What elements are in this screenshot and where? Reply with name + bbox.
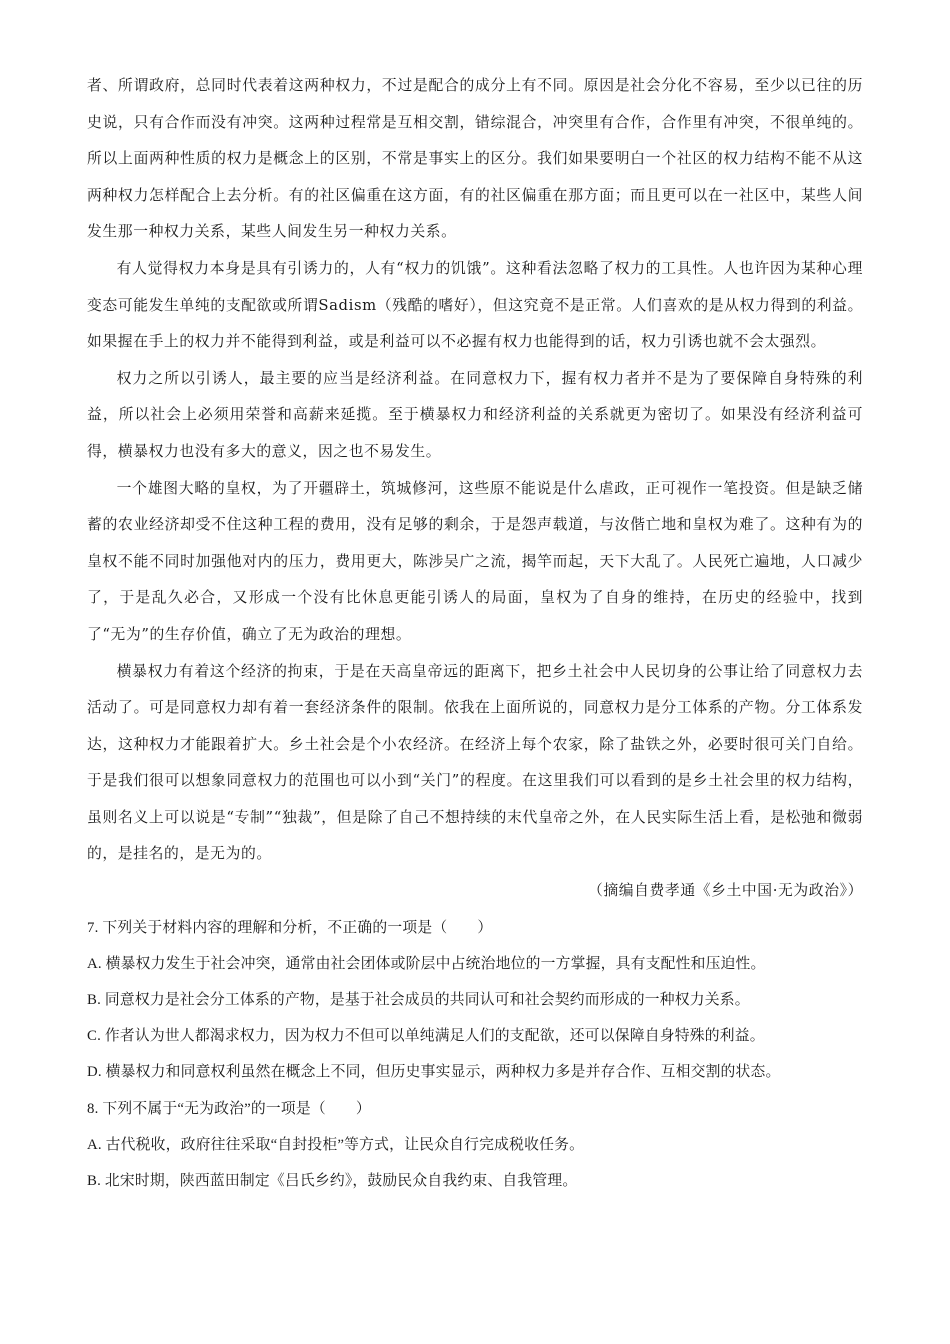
question-8-option-a: A. 古代税收，政府往往采取“自封投柜”等方式，让民众自行完成税收任务。	[87, 1136, 585, 1153]
question-7-option-c: C. 作者认为世人都渴求权力，因为权力不但可以单纯满足人们的支配欲，还可以保障自身特殊的利益。	[87, 1028, 765, 1045]
question-8-stem: 8. 下列不属于“无为政治”的一项是（ ）	[87, 1100, 371, 1117]
question-8-option-b: B. 北宋时期，陕西蓝田制定《吕氏乡约》，鼓励民众自我约束、自我管理。	[87, 1173, 578, 1190]
passage	[87, 68, 863, 910]
passage-paragraph-3: 权力之所以引诱人，最主要的应当是经济利益。在同意权力下，握有权力者并不是为了要保障自身特殊的利益，所以社会上必须用荣誉和高薪来延揽。至于横暴权力和经济利益的关系就更为密切了。如果没有经济利益可得，横暴权力也没有多大的意义，因之也不易发生。	[87, 369, 863, 460]
question-7-option-a: A. 横暴权力发生于社会冲突，通常由社会团体或阶层中占统治地位的一方掌握，具有支配性和压迫性。	[87, 955, 766, 972]
question-7-option-d: D. 横暴权力和同意权利虽然在概念上不同，但历史事实显示，两种权力多是并存合作、互相交割的状态。	[87, 1064, 781, 1081]
passage-paragraph-4: 一个雄图大略的皇权，为了开疆辟土，筑城修河，这些原不能说是什么虐政，正可视作一笔投资。但是缺乏储蓄的农业经济却受不住这种工程的费用，没有足够的剩余，于是怨声载道，与汝偕亡地和皇权为难了。这种有为的皇权不能不同时加强他对内的压力，费用更大，陈涉吴广之流，揭竿而起，天下大乱了。人民死亡遍地，人口减少了，于是乱久必合，又形成一个没有比休息更能引诱人的局面，皇权为了自身的维持，在历史的经验中，找到了“无为”的生存价值，确立了无为政治的理想。	[87, 479, 863, 643]
passage-paragraph-2: 有人觉得权力本身是具有引诱力的，人有“权力的饥饿”。这种看法忽略了权力的工具性。人也许因为某种心理变态可能发生单纯的支配欲或所谓Sadism（残酷的嗜好），但这究竟不是正常。人们喜欢的是从权力得到的利益。如果握在手上的权力并不能得到利益，或是利益可以不必握有权力也能得到的话，权力引诱也就不会太强烈。	[87, 259, 863, 351]
question-7-option-b: B. 同意权力是社会分工体系的产物，是基于社会成员的共同认可和社会契约而形成的一种权力关系。	[87, 992, 750, 1009]
passage-source: （摘编自费孝通《乡土中国·无为政治》）	[587, 882, 863, 900]
question-7	[87, 910, 863, 1091]
passage-paragraph-1: 者、所谓政府，总同时代表着这两种权力，不过是配合的成分上有不同。原因是社会分化不容易，至少以已往的历史说，只有合作而没有冲突。这两种过程常是互相交割，错综混合，冲突里有合作，合作里有冲突，不很单纯的。所以上面两种性质的权力是概念上的区别，不常是事实上的区分。我们如果要明白一个社区的权力结构不能不从这两种权力怎样配合上去分析。有的社区偏重在这方面，有的社区偏重在那方面；而且更可以在一社区中，某些人间发生那一种权力关系，某些人间发生另一种权力关系。	[87, 77, 863, 241]
question-8	[87, 1091, 863, 1200]
passage-paragraph-5: 横暴权力有着这个经济的拘束，于是在天高皇帝远的距离下，把乡土社会中人民切身的公事让给了同意权力去活动了。可是同意权力却有着一套经济条件的限制。依我在上面所说的，同意权力是分工体系的产物。分工体系发达，这种权力才能跟着扩大。乡土社会是个小农经济。在经济上每个农家，除了盐铁之外，必要时很可关门自给。于是我们很可以想象同意权力的范围也可以小到“关门”的程度。在这里我们可以看到的是乡土社会里的权力结构，虽则名义上可以说是“专制”“独裁”，但是除了自己不想持续的末代皇帝之外，在人民实际生活上看，是松弛和微弱的，是挂名的，是无为的。	[87, 662, 863, 863]
document-page	[87, 68, 863, 1199]
question-7-stem: 7. 下列关于材料内容的理解和分析，不正确的一项是（ ）	[87, 919, 493, 936]
